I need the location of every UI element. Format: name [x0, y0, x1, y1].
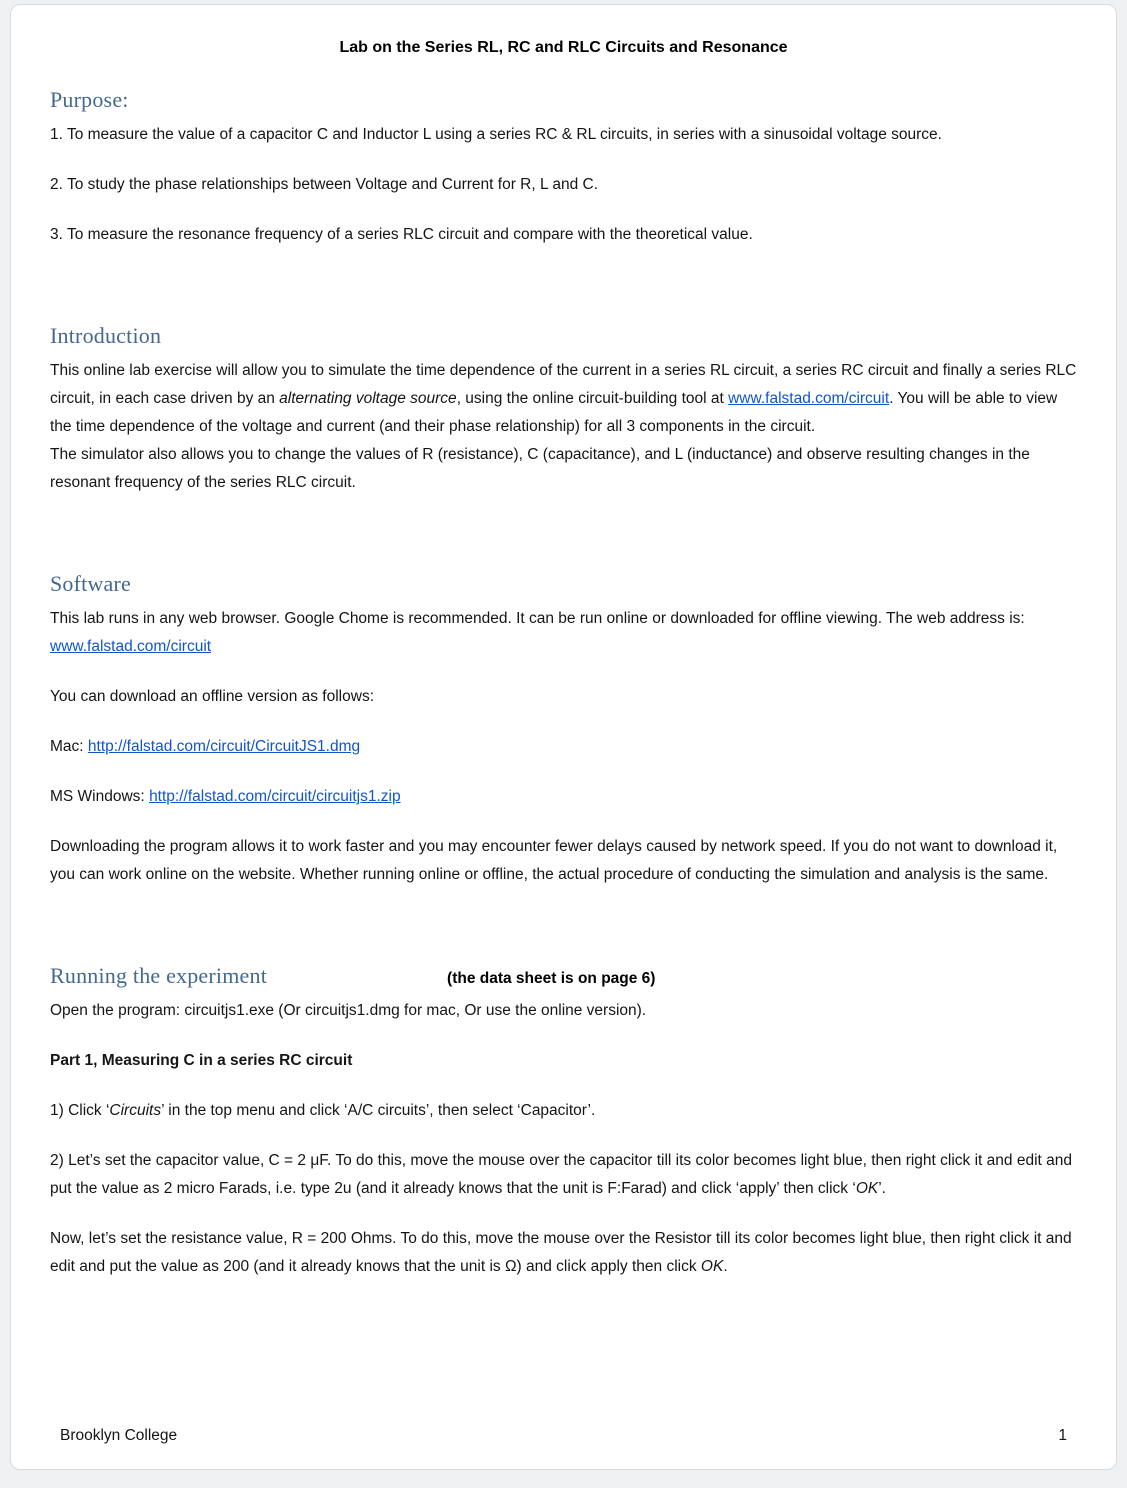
software-paragraph-5: Downloading the program allows it to work faster and you may encounter fewer delays caused by network speed. If you do not want to download it, you can work online on the website. Whether running online or offline, the actual procedure of conducting the simulation and analysis is the same. — [50, 838, 1058, 883]
hyperlink[interactable]: http://falstad.com/circuit/circuitjs1.zip — [149, 788, 401, 805]
text-segment: . You will be able to view the time dependence of the voltage and current (and their phase relationship) for all 3 components in the circuit. — [50, 390, 1058, 435]
part1-step-2 — [50, 1147, 1077, 1203]
document-title: Lab on the Series RL, RC and RLC Circuits and Resonance — [339, 39, 788, 56]
section-purpose — [50, 87, 1077, 249]
purpose-heading: Purpose: — [50, 87, 129, 112]
text-segment: 1) Click ‘ — [50, 1102, 110, 1119]
page-footer — [60, 1427, 1067, 1445]
document-page — [10, 4, 1117, 1470]
introduction-paragraph-1 — [50, 357, 1077, 441]
text-segment: Mac: — [50, 738, 88, 755]
data-sheet-note: (the data sheet is on page 6) — [447, 970, 656, 987]
section-software — [50, 571, 1077, 889]
text-segment: OK — [855, 1180, 879, 1197]
hyperlink[interactable]: www.falstad.com/circuit — [50, 638, 212, 655]
text-segment: . — [723, 1258, 728, 1275]
text-segment: MS Windows: — [50, 788, 150, 805]
text-segment: , using the online circuit-building tool at — [456, 390, 729, 407]
section-introduction — [50, 323, 1077, 497]
text-segment: 2) Let’s set the capacitor value, C = 2 μF. To do this, move the mouse over the capacitor till its color becomes light blue, then right click it and edit and put the value as 2 micro Farads, i.e. type 2u (and it already knows that the unit is F:Farad) and click ‘apply’ then click ‘ — [50, 1152, 1072, 1197]
introduction-heading: Introduction — [50, 323, 162, 348]
introduction-paragraph-2: The simulator also allows you to change the values of R (resistance), C (capacitance), and L (inductance) and observe resulting changes in the resonant frequency of the series RLC circuit. — [50, 446, 1030, 491]
part1-step-3 — [50, 1225, 1077, 1281]
text-segment: Circuits — [109, 1102, 162, 1119]
footer-page-number: 1 — [1058, 1427, 1067, 1444]
experiment-open-program: Open the program: circuitjs1.exe (Or circuitjs1.dmg for mac, Or use the online version). — [50, 1002, 647, 1019]
text-segment: ’. — [878, 1180, 886, 1197]
hyperlink[interactable]: www.falstad.com/circuit — [728, 390, 890, 407]
purpose-item-1: 1. To measure the value of a capacitor C and Inductor L using a series RC & RL circuits, in series with a sinusoidal voltage source. — [50, 126, 942, 143]
text-segment: This lab runs in any web browser. Google Chome is recommended. It can be run online or downloaded for offline viewing. The web address is: — [50, 610, 1025, 627]
software-paragraph-2: You can download an offline version as follows: — [50, 688, 374, 705]
text-segment: alternating voltage source — [279, 390, 457, 407]
hyperlink[interactable]: http://falstad.com/circuit/CircuitJS1.dmg — [87, 738, 361, 755]
experiment-heading: Running the experiment — [50, 963, 268, 988]
part1-step-1 — [50, 1097, 1077, 1125]
text-segment: This online lab exercise will allow you to simulate the time dependence of the current in a series RL circuit, a series RC circuit and finally a series RLC circuit, in each case driven by an — [50, 362, 1077, 407]
software-windows-link-line — [50, 783, 1077, 811]
text-segment: Now, let’s set the resistance value, R = 200 Ohms. To do this, move the mouse over the Resistor till its color becomes light blue, then right click it and edit and put the value as 200 (and it already knows that the unit is Ω) and click apply then click — [50, 1230, 1072, 1275]
text-segment: ’ in the top menu and click ‘A/C circuits’, then select ‘Capacitor’. — [161, 1102, 596, 1119]
experiment-heading-row — [50, 963, 1077, 989]
purpose-item-2: 2. To study the phase relationships between Voltage and Current for R, L and C. — [50, 176, 599, 193]
section-running-experiment — [50, 963, 1077, 1281]
software-mac-link-line — [50, 733, 1077, 761]
part1-heading: Part 1, Measuring C in a series RC circuit — [50, 1052, 353, 1069]
software-heading: Software — [50, 571, 132, 596]
software-paragraph-1 — [50, 605, 1077, 661]
text-segment: OK — [700, 1258, 724, 1275]
purpose-item-3: 3. To measure the resonance frequency of a series RLC circuit and compare with the theoretical value. — [50, 226, 753, 243]
footer-institution: Brooklyn College — [60, 1427, 178, 1444]
